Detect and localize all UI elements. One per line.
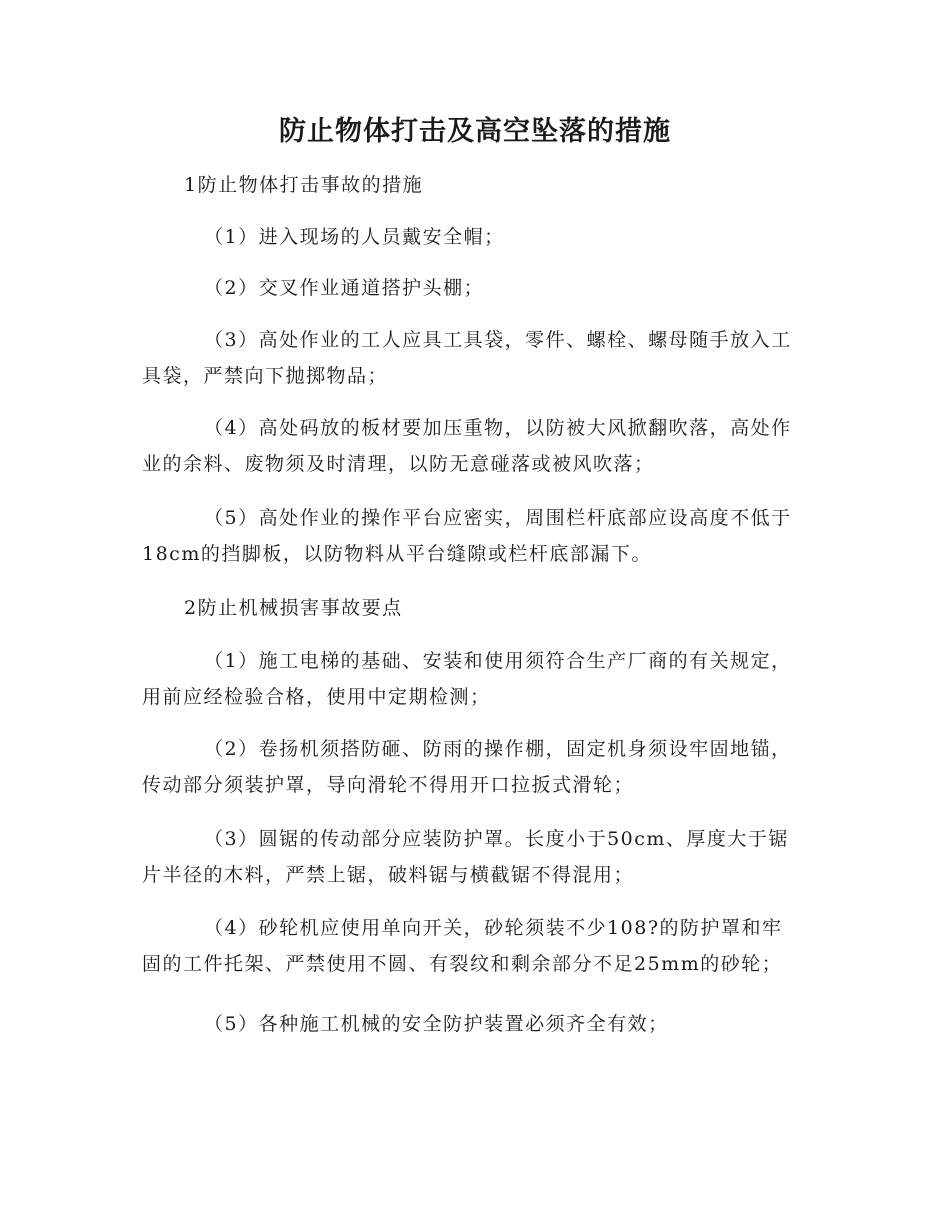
list-item: （4）砂轮机应使用单向开关，砂轮须装不少108?的防护罩和牢固的工件托架、严禁使用不圆、有裂纹和剩余部分不足25mm的砂轮； [142,917,783,975]
list-item: （3）高处作业的工人应具工具袋，零件、螺栓、螺母随手放入工具袋，严禁向下抛掷物品； [142,329,792,387]
section-heading-1: 1防止物体打击事故的措施 [184,174,424,196]
list-item: （3）圆锯的传动部分应装防护罩。长度小于50cm、厚度大于锯片半径的木料，严禁上锯，破料锯与横截锯不得混用； [142,828,789,886]
list-item: （1）施工电梯的基础、安装和使用须符合生产厂商的有关规定，用前应经检验合格，使用中定期检测； [142,650,792,708]
list-item: （2）交叉作业通道搭护头棚； [204,277,485,299]
list-item: （2）卷扬机须搭防砸、防雨的操作棚，固定机身须设牢固地锚，传动部分须装护罩，导向滑轮不得用开口拉扳式滑轮； [142,738,792,796]
list-item: （4）高处码放的板材要加压重物，以防被大风掀翻吹落，高处作业的余料、废物须及时清理，以防无意碰落或被风吹落； [142,417,792,475]
section-heading-2: 2防止机械损害事故要点 [184,597,403,619]
list-item: （5）高处作业的操作平台应密实，周围栏杆底部应设高度不低于18cm的挡脚板，以防物料从平台缝隙或栏杆底部漏下。 [142,507,792,565]
list-item: （1）进入现场的人员戴安全帽； [204,226,505,248]
document-title: 防止物体打击及高空坠落的措施 [279,116,671,147]
list-item: （5）各种施工机械的安全防护装置必须齐全有效； [204,1013,669,1035]
